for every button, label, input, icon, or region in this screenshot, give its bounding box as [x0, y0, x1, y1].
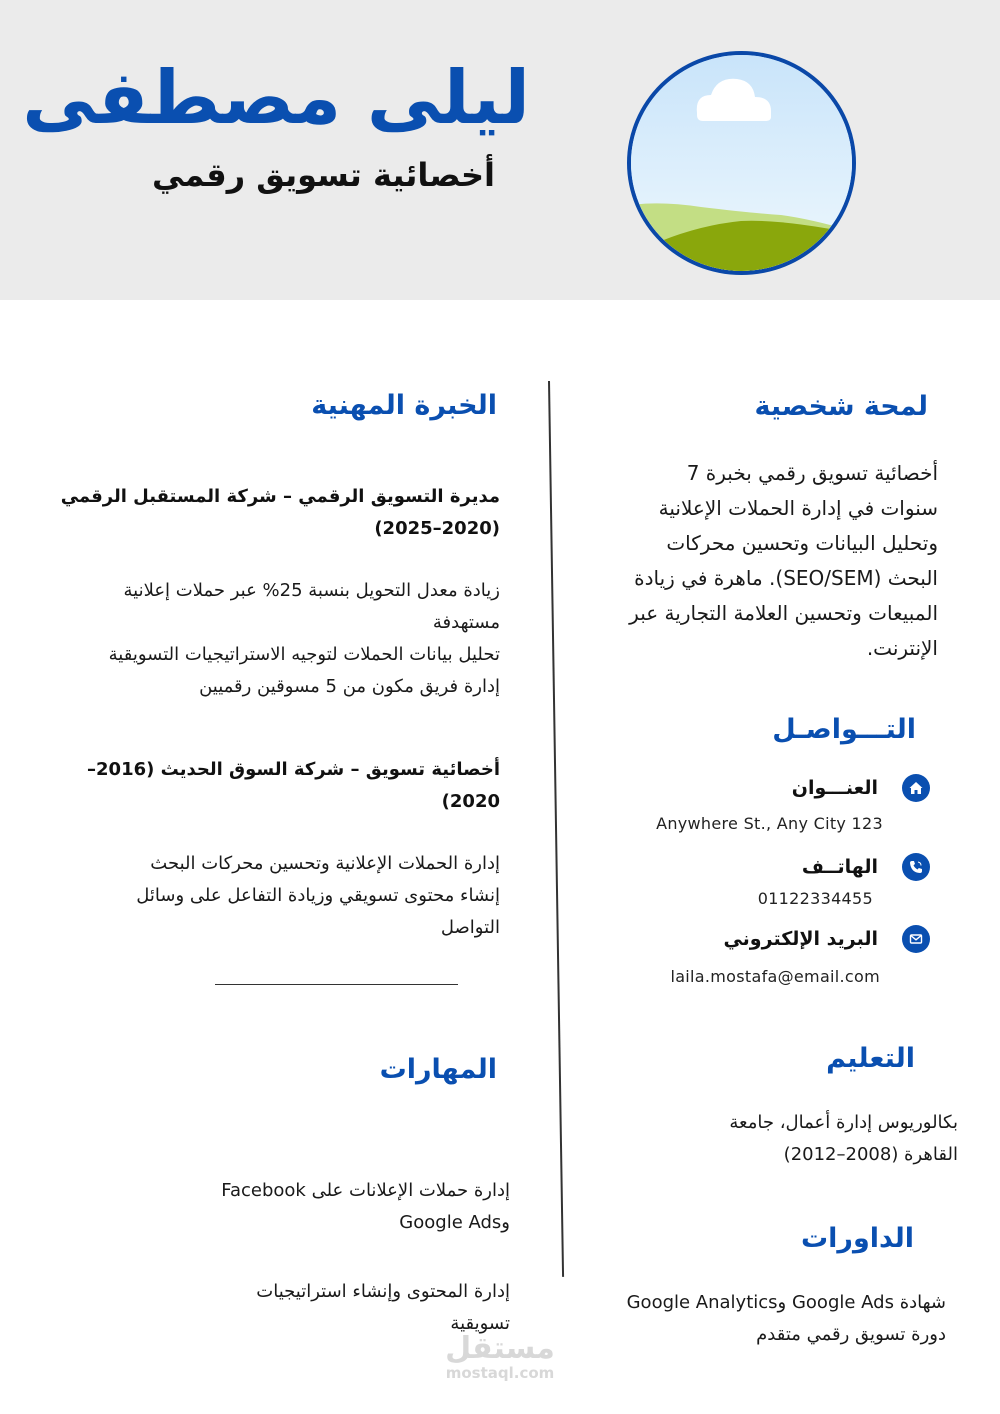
contact-address: [792, 774, 930, 802]
skill-line: إدارة المحتوى وإنشاء استراتيجيات: [256, 1281, 510, 1302]
education-text: [628, 1107, 958, 1171]
watermark-latin: mostaql.com: [445, 1364, 555, 1382]
profile-line: أخصائية تسويق رقمي بخبرة 7: [686, 461, 938, 485]
header-banner: [0, 0, 1000, 300]
courses-section-title: الداورات: [801, 1223, 914, 1254]
skill-line: تسويقية: [450, 1313, 510, 1334]
profile-line: المبيعات وتحسين العلامة التجارية عبر: [629, 601, 938, 625]
home-icon: [902, 774, 930, 802]
phone-icon: [902, 853, 930, 881]
job-2-bullet: إنشاء محتوى تسويقي وزيادة التفاعل على وسائل: [136, 885, 500, 906]
section-separator: [215, 984, 458, 985]
job-1-bullet: إدارة فريق مكون من 5 مسوقين رقميين: [199, 676, 500, 697]
job-2-dates: 2020): [441, 791, 500, 812]
job-2-title: أخصائية تسويق – شركة السوق الحديث (2016–: [87, 759, 500, 780]
course-line: دورة تسويق رقمي متقدم: [756, 1324, 946, 1345]
job-2-bullet: التواصل: [440, 917, 500, 938]
phone-label: الهاتــف: [801, 856, 878, 878]
profile-line: سنوات في إدارة الحملات الإعلانية: [658, 496, 938, 520]
skills-section-title: المهارات: [379, 1054, 497, 1085]
education-line: بكالوريوس إدارة أعمال، جامعة: [729, 1112, 958, 1133]
job-1-bullet: مستهدفة: [432, 612, 500, 633]
education-section-title: التعليم: [826, 1043, 915, 1074]
profile-text: [558, 456, 938, 666]
education-line: القاهرة (2008–2012): [783, 1144, 958, 1165]
skill-item: [180, 1175, 510, 1239]
job-1-bullets: [40, 575, 500, 703]
profile-line: الإنترنت.: [866, 636, 938, 660]
job-1-dates: (2020–2025): [374, 518, 500, 539]
profile-photo: [627, 51, 856, 275]
email-label: البريد الإلكتروني: [723, 928, 878, 950]
candidate-job-title: أخصائية تسويق رقمي: [151, 156, 495, 194]
address-label: العنـــوان: [791, 777, 878, 799]
job-2-bullet: إدارة الحملات الإعلانية وتحسين محركات البحث: [150, 853, 500, 874]
contact-phone: [802, 853, 930, 881]
job-2-heading: [40, 754, 500, 818]
job-1-title: مديرة التسويق الرقمي – شركة المستقبل الرقمي: [60, 486, 500, 507]
contact-section-title: التـــواصـل: [772, 714, 916, 745]
profile-line: البحث (SEO/SEM). ماهرة في زيادة: [634, 566, 938, 590]
courses-text: [586, 1287, 946, 1351]
job-1-bullet: زيادة معدل التحويل بنسبة 25% عبر حملات إعلانية: [123, 580, 500, 601]
skill-line: وGoogle Ads: [399, 1212, 510, 1233]
skill-line: إدارة حملات الإعلانات على Facebook: [221, 1180, 510, 1201]
contact-email: [723, 925, 930, 953]
candidate-name: ليلى مصطفى: [22, 55, 530, 141]
experience-section-title: الخبرة المهنية: [311, 390, 497, 421]
email-icon: [902, 925, 930, 953]
job-2-bullets: [60, 848, 500, 944]
job-1-heading: [20, 481, 500, 545]
job-1-bullet: تحليل بيانات الحملات لتوجيه الاستراتيجيات التسويقية: [108, 644, 500, 665]
email-value[interactable]: laila.mostafa@email.com: [670, 967, 880, 986]
profile-line: وتحليل البيانات وتحسين محركات: [666, 531, 938, 555]
address-value: Anywhere St., Any City 123: [656, 814, 883, 833]
watermark-arabic: مستقل: [445, 1331, 555, 1366]
course-line: شهادة Google Ads وGoogle Analytics: [626, 1292, 946, 1313]
phone-value: 01122334455: [757, 889, 873, 908]
landscape-placeholder-icon: [631, 55, 852, 271]
watermark: [438, 1331, 562, 1382]
profile-section-title: لمحة شخصية: [754, 391, 928, 422]
